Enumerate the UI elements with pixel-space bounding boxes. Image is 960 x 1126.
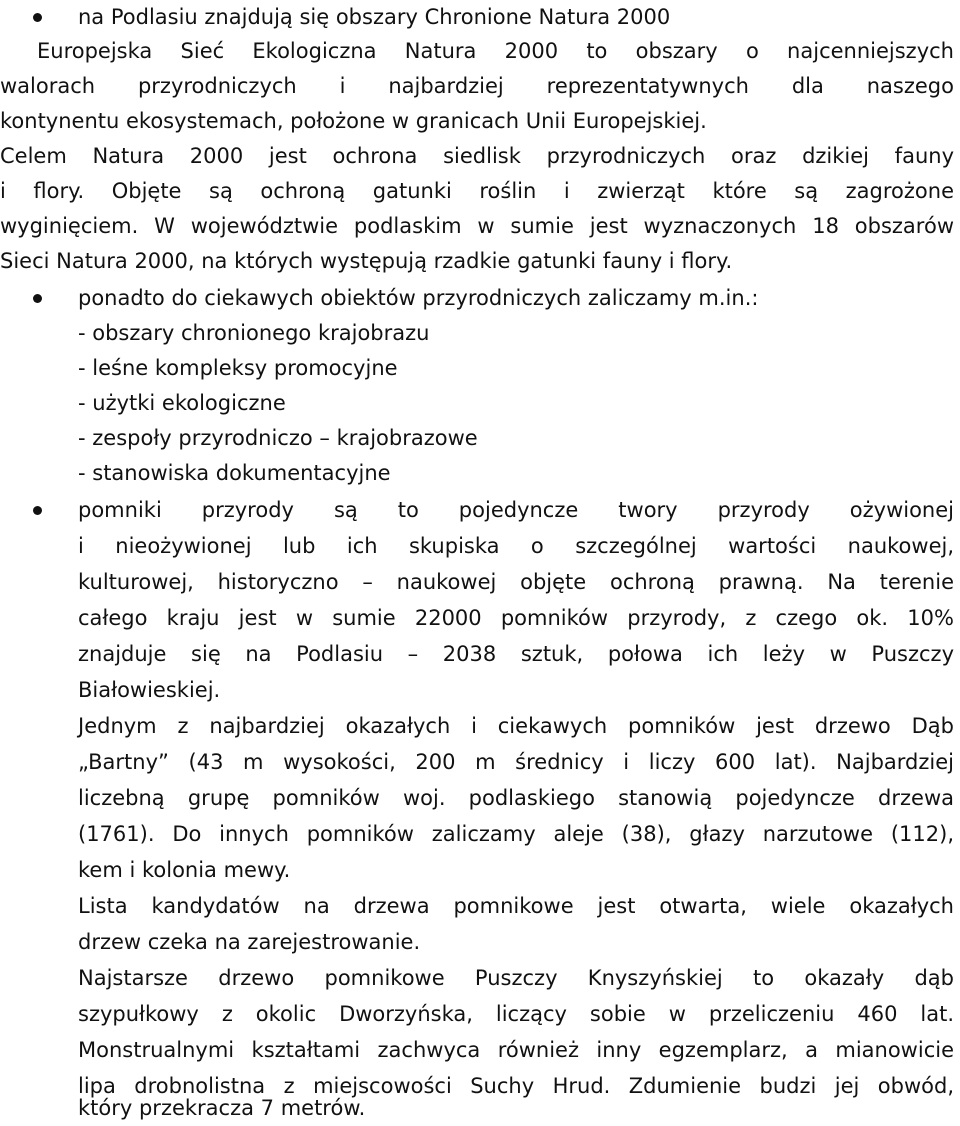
paragraph-natura-line-1: Europejska Sieć Ekologiczna Natura 2000 to obszary o najcenniejszych xyxy=(37,39,954,63)
paragraph-monuments-line: Jednym z najbardziej okazałych i ciekawych pomników jest drzewo Dąb xyxy=(78,714,954,738)
paragraph-monuments-line: (1761). Do innych pomników zaliczamy aleje (38), głazy narzutowe (112), xyxy=(78,822,954,846)
paragraph-monuments-line: który przekracza 7 metrów. xyxy=(78,1096,366,1120)
heading-natura-2000: na Podlasiu znajdują się obszary Chronione Natura 2000 xyxy=(78,5,671,29)
list-item: - zespoły przyrodniczo – krajobrazowe xyxy=(78,426,478,450)
paragraph-monuments-line: Białowieskiej. xyxy=(78,678,221,702)
bullet-nature-monuments xyxy=(33,506,42,515)
paragraph-monuments-line: szypułkowy z okolic Dworzyńska, liczący sobie w przeliczeniu 460 lat. xyxy=(78,1002,954,1026)
paragraph-natura-line-6: wyginięciem. W województwie podlaskim w sumie jest wyznaczonych 18 obszarów xyxy=(0,214,954,238)
list-item: - obszary chronionego krajobrazu xyxy=(78,321,430,345)
paragraph-natura-line-3: kontynentu ekosystemach, położone w granicach Unii Europejskiej. xyxy=(0,109,707,133)
paragraph-monuments-line: drzew czeka na zarejestrowanie. xyxy=(78,930,421,954)
paragraph-monuments-line: kulturowej, historyczno – naukowej objęte ochroną prawną. Na terenie xyxy=(78,570,954,594)
paragraph-monuments-line: Lista kandydatów na drzewa pomnikowe jest otwarta, wiele okazałych xyxy=(78,894,954,918)
bullet-natura-2000 xyxy=(33,13,42,22)
paragraph-monuments-line: całego kraju jest w sumie 22000 pomników przyrody, z czego ok. 10% xyxy=(78,606,954,630)
list-item: - użytki ekologiczne xyxy=(78,391,286,415)
paragraph-monuments-line: znajduje się na Podlasiu – 2038 sztuk, połowa ich leży w Puszczy xyxy=(78,642,954,666)
paragraph-monuments-line: kem i kolonia mewy. xyxy=(78,858,291,882)
paragraph-natura-line-7: Sieci Natura 2000, na których występują rzadkie gatunki fauny i flory. xyxy=(0,249,733,273)
bullet-other-objects xyxy=(33,294,42,303)
heading-other-objects: ponadto do ciekawych obiektów przyrodniczych zaliczamy m.in.: xyxy=(78,286,759,310)
paragraph-natura-line-5: i flory. Objęte są ochroną gatunki roślin i zwierząt które są zagrożone xyxy=(0,179,954,203)
paragraph-monuments-line: „Bartny” (43 m wysokości, 200 m średnicy i liczy 600 lat). Najbardziej xyxy=(78,750,954,774)
paragraph-monuments-line: i nieożywionej lub ich skupiska o szczególnej wartości naukowej, xyxy=(78,534,954,558)
paragraph-natura-line-4: Celem Natura 2000 jest ochrona siedlisk przyrodniczych oraz dzikiej fauny xyxy=(0,144,954,168)
paragraph-monuments-line: Najstarsze drzewo pomnikowe Puszczy Knyszyńskiej to okazały dąb xyxy=(78,966,954,990)
list-item: - leśne kompleksy promocyjne xyxy=(78,356,398,380)
paragraph-monuments-line: Monstrualnymi kształtami zachwyca również inny egzemplarz, a mianowicie xyxy=(78,1038,954,1062)
paragraph-monuments-line: pomniki przyrody są to pojedyncze twory przyrody ożywionej xyxy=(78,498,954,522)
list-item: - stanowiska dokumentacyjne xyxy=(78,461,391,485)
paragraph-natura-line-2: walorach przyrodniczych i najbardziej reprezentatywnych dla naszego xyxy=(0,74,954,98)
paragraph-monuments-line: lipa drobnolistna z miejscowości Suchy Hrud. Zdumienie budzi jej obwód, xyxy=(78,1074,954,1098)
paragraph-monuments-line: liczebną grupę pomników woj. podlaskiego stanowią pojedyncze drzewa xyxy=(78,786,954,810)
